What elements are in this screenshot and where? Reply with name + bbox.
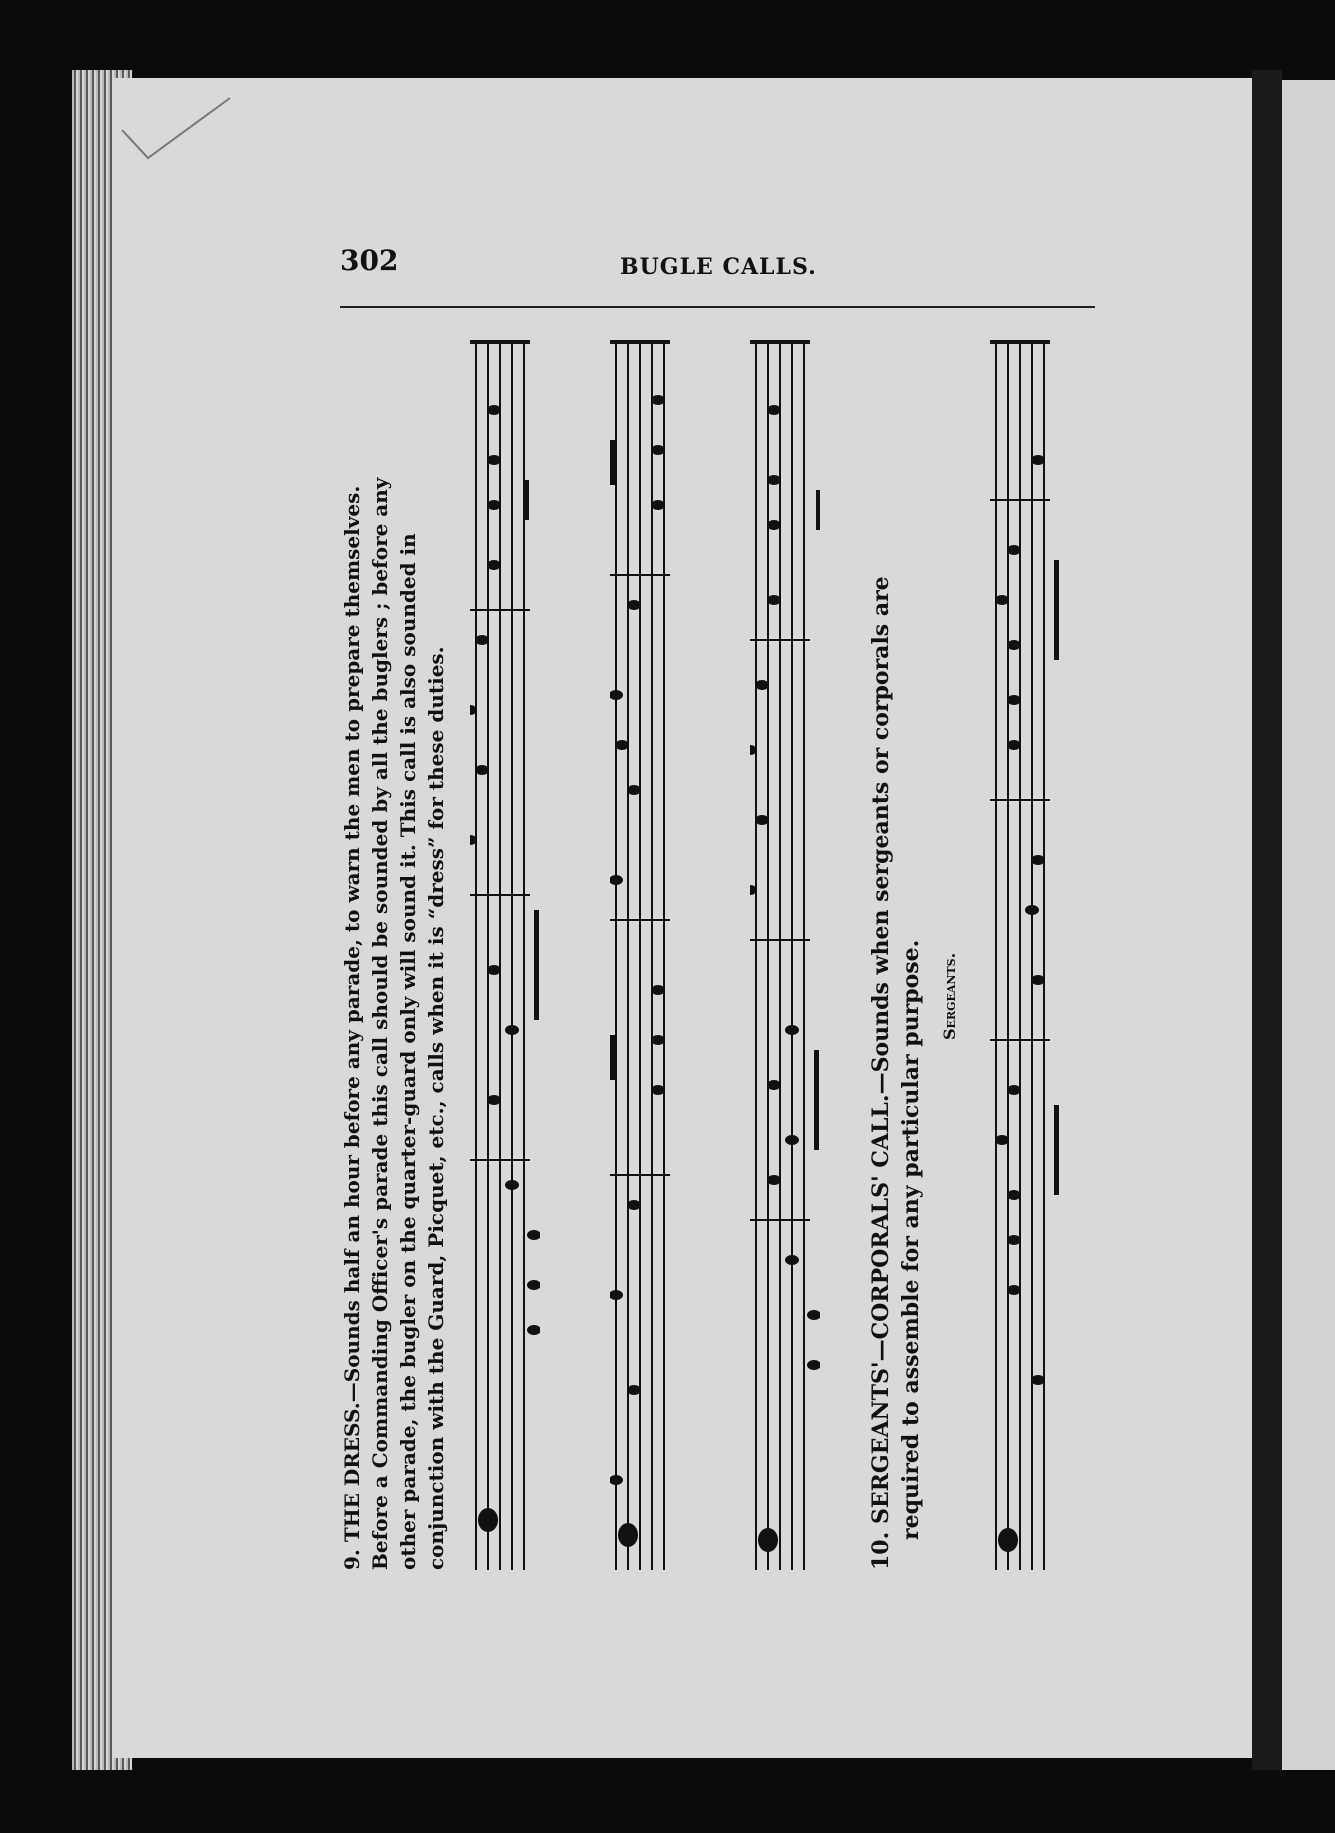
section-9-number: 9. <box>340 1549 364 1570</box>
section-9-text <box>338 330 450 1570</box>
page-number: 302 <box>340 244 399 277</box>
music-staff-1 <box>470 340 540 1570</box>
header-rule <box>340 306 1095 308</box>
section-10-number: 10. <box>868 1531 894 1570</box>
section-9-paragraph: 9. THE DRESS.—Sounds half an hour before any parade, to warn the men to prepare themselves. Before a Commanding Officer's parade this call should be sounded by all the buglers ; before any other parade, the bugler on the quarter-guard only will sound it. This call is also sounded in conjunction with the Guard, Picquet, etc., calls when it is “dress” for these duties. <box>340 477 448 1570</box>
section-10-text <box>866 320 926 1570</box>
section-10-line-2: required to assemble for any particular purpose. <box>898 939 924 1540</box>
music-staff-3 <box>750 340 820 1570</box>
section-10-title: SERGEANTS'—CORPORALS' CALL. <box>868 1094 894 1525</box>
music-staff-4 <box>990 340 1060 1570</box>
section-10-paragraph: 10. SERGEANTS'—CORPORALS' CALL.—Sounds when sergeants or corporals are required to assemble for any particular purpose. <box>868 576 924 1570</box>
subheading-sergeants: Sergeants. <box>940 952 959 1040</box>
section-10-line-1: Sounds when sergeants or corporals are <box>868 576 894 1073</box>
section-9-line-3: other parade, the bugler on the quarter-guard only will sound it. This call is also sounded in <box>396 533 420 1570</box>
section-9-line-4: conjunction with the Guard, Picquet, etc., calls when it is “dress” for these duties. <box>424 646 448 1570</box>
music-staff-2 <box>610 340 680 1570</box>
section-9-line-1: Sounds half an hour before any parade, to warn the men to prepare themselves. <box>340 485 364 1383</box>
running-title: BUGLE CALLS. <box>620 254 817 280</box>
section-9-title: THE DRESS. <box>340 1402 364 1543</box>
section-9-line-2: Before a Commanding Officer's parade this call should be sounded by all the buglers ; before any <box>368 477 392 1570</box>
